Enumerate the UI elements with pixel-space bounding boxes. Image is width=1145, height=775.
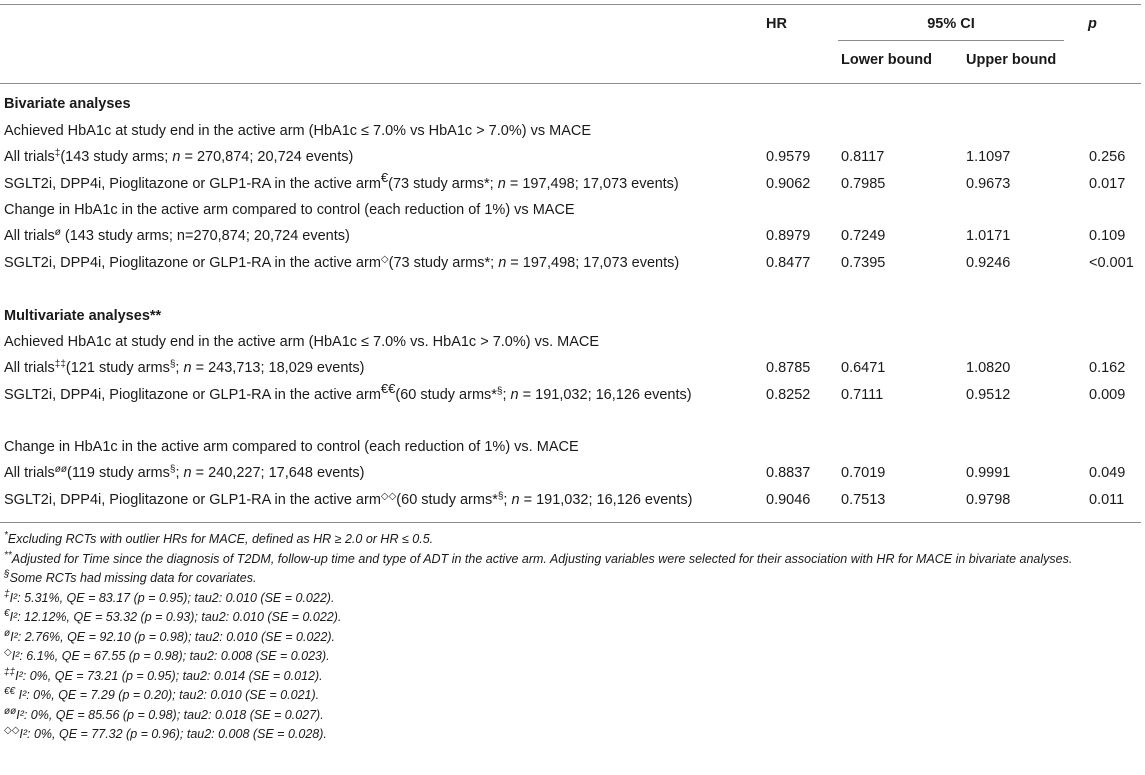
upper-value: 1.0820 — [966, 360, 1011, 376]
footnote: €€ I²: 0%, QE = 7.29 (p = 0.20); tau2: 0.010 (SE = 0.021). — [4, 686, 320, 702]
lower-value: 0.7985 — [841, 176, 886, 192]
footnote: ‡I²: 5.31%, QE = 83.17 (p = 0.95); tau2: 0.010 (SE = 0.022). — [4, 588, 335, 605]
footnote: §Some RCTs had missing data for covariates. — [4, 569, 257, 585]
upper-value: 1.1097 — [966, 149, 1011, 165]
lower-value: 0.7019 — [841, 465, 886, 481]
hr-value: 0.8785 — [766, 360, 811, 376]
table-row: SGLT2i, DPP4i, Pioglitazone or GLP1-RA in the active arm€€(60 study arms*§; n = 191,032; 16,126 events) 0.8252 0.7111 0.9512 0.009 — [0, 382, 1141, 408]
hr-value: 0.8477 — [766, 255, 811, 271]
lower-value: 0.7513 — [841, 492, 886, 508]
subheading-row: Change in HbA1c in the active arm compared to control (each reduction of 1%) vs MACE — [4, 202, 575, 218]
subheading-row: Change in HbA1c in the active arm compared to control (each reduction of 1%) vs. MACE — [4, 439, 579, 455]
p-value: 0.256 — [1089, 149, 1126, 165]
table-row: All trials$^{øø}$(119 study arms§; n = 240,227; 17,648 events) 0.8837 0.7019 0.9991 0.049 — [0, 460, 1141, 486]
section-multivariate: Multivariate analyses** — [4, 308, 162, 324]
header-upper-bound: Upper bound — [966, 52, 1057, 68]
p-value: <0.001 — [1089, 255, 1134, 271]
lower-value: 0.7111 — [841, 387, 884, 403]
lower-value: 0.6471 — [841, 360, 886, 376]
p-value: 0.049 — [1089, 465, 1126, 481]
hr-value: 0.8837 — [766, 465, 811, 481]
table-row: SGLT2i, DPP4i, Pioglitazone or GLP1-RA in the active arm€(73 study arms*; n = 197,498; 17,073 events) 0.9062 0.7985 0.9673 0.017 — [0, 171, 1141, 197]
table-row: All trials‡(143 study arms; n = 270,874; 20,724 events) 0.9579 0.8117 1.1097 0.256 — [0, 144, 1141, 170]
p-value: 0.109 — [1089, 228, 1126, 244]
lower-value: 0.7249 — [841, 228, 886, 244]
hr-value: 0.9062 — [766, 176, 811, 192]
upper-value: 0.9246 — [966, 255, 1011, 271]
hr-value: 0.8979 — [766, 228, 811, 244]
hr-value: 0.8252 — [766, 387, 811, 403]
footnote: €I²: 12.12%, QE = 53.32 (p = 0.93); tau2: 0.010 (SE = 0.022). — [4, 608, 342, 624]
footnote: $^{øø}$I²: 0%, QE = 85.56 (p = 0.98); tau2: 0.018 (SE = 0.027). — [4, 705, 324, 722]
subheading-row: Achieved HbA1c at study end in the active arm (HbA1c ≤ 7.0% vs HbA1c > 7.0%) vs MACE — [4, 123, 592, 139]
upper-value: 0.9673 — [966, 176, 1011, 192]
p-value: 0.017 — [1089, 176, 1126, 192]
table-bottom-rule — [0, 522, 1141, 523]
upper-value: 0.9991 — [966, 465, 1011, 481]
section-bivariate: Bivariate analyses — [4, 96, 131, 112]
upper-value: 0.9512 — [966, 387, 1011, 403]
footnote: *Excluding RCTs with outlier HRs for MACE, defined as HR ≥ 2.0 or HR ≤ 0.5. — [4, 530, 434, 546]
header-hr: HR — [766, 16, 787, 32]
header-p: p — [1088, 16, 1097, 32]
table-row: SGLT2i, DPP4i, Pioglitazone or GLP1-RA in the active arm◇◇(60 study arms*§; n = 191,032; 16,126 events) 0.9046 0.7513 0.9798 0.011 — [0, 487, 1141, 513]
p-value: 0.009 — [1089, 387, 1126, 403]
lower-value: 0.7395 — [841, 255, 886, 271]
footnote: **Adjusted for Time since the diagnosis of T2DM, follow-up time and type of ADT in the active arm. Adjusting variables were selected for their association with HR for MACE in bivariate analyses. — [4, 549, 1073, 566]
header-lower-bound: Lower bound — [841, 52, 933, 68]
table-row: All trials$^ø$ (143 study arms; n=270,874; 20,724 events) 0.8979 0.7249 1.0171 0.109 — [0, 223, 1141, 249]
table-row: SGLT2i, DPP4i, Pioglitazone or GLP1-RA in the active arm◇(73 study arms*; n = 197,498; 17,073 events) 0.8477 0.7395 0.9246 <0.001 — [0, 250, 1141, 276]
upper-value: 0.9798 — [966, 492, 1011, 508]
footnote: $^ø$I²: 2.76%, QE = 92.10 (p = 0.98); tau2: 0.010 (SE = 0.022). — [4, 627, 335, 644]
p-value: 0.162 — [1089, 360, 1126, 376]
footnote: ◇I²: 6.1%, QE = 67.55 (p = 0.98); tau2: 0.008 (SE = 0.023). — [4, 647, 330, 663]
lower-value: 0.8117 — [841, 149, 885, 165]
hr-value: 0.9046 — [766, 492, 811, 508]
table-top-rule — [0, 4, 1141, 5]
table-row: All trials‡‡(121 study arms§; n = 243,713; 18,029 events) 0.8785 0.6471 1.0820 0.162 — [0, 355, 1141, 381]
ci-subheader-rule — [838, 40, 1064, 41]
footnote: ‡‡I²: 0%, QE = 73.21 (p = 0.95); tau2: 0.014 (SE = 0.012). — [4, 666, 323, 683]
footnote: ◇◇I²: 0%, QE = 77.32 (p = 0.96); tau2: 0.008 (SE = 0.028). — [4, 725, 327, 741]
header-ci: 95% CI — [927, 16, 975, 32]
p-value: 0.011 — [1089, 492, 1125, 508]
header-rule — [0, 83, 1141, 84]
footnotes — [4, 530, 1138, 745]
subheading-row: Achieved HbA1c at study end in the active arm (HbA1c ≤ 7.0% vs. HbA1c > 7.0%) vs. MACE — [4, 334, 600, 350]
hr-value: 0.9579 — [766, 149, 811, 165]
upper-value: 1.0171 — [966, 228, 1011, 244]
